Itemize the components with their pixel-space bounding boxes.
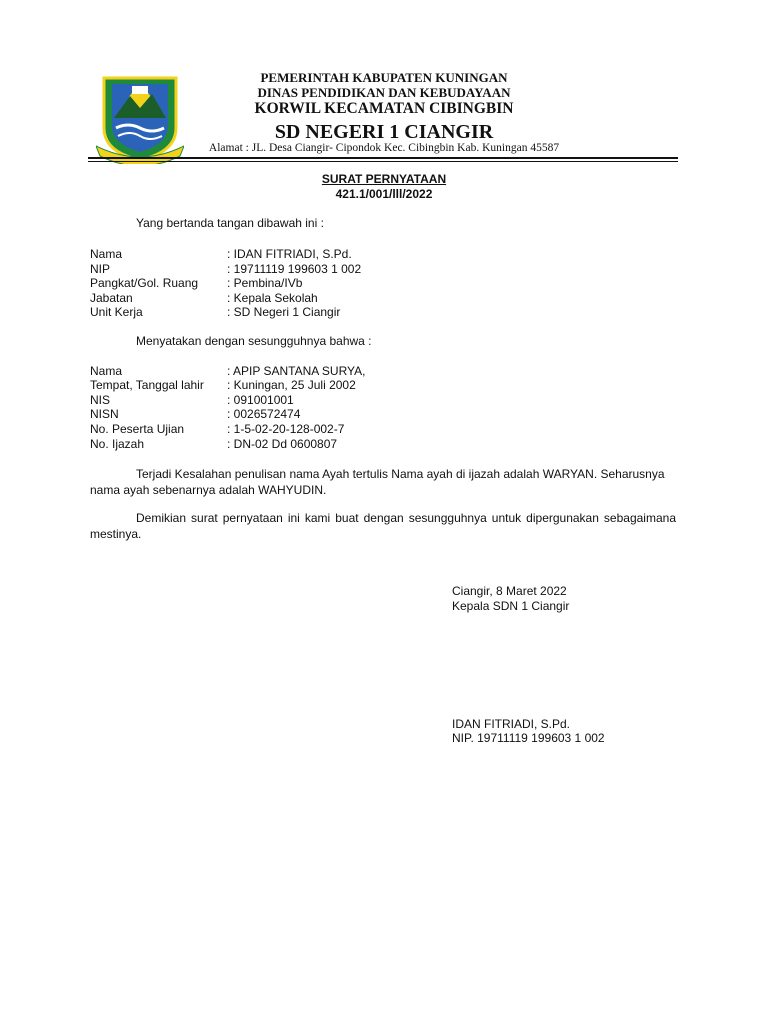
document-title-block [0,172,768,202]
header-divider-thin [88,161,678,162]
field-label: Nama [90,364,123,378]
document-number: 421.1/001/lll/2022 [335,187,433,201]
header-divider [88,157,678,159]
field-value: : Pembina/IVb [227,276,303,290]
field-value: : 1-5-02-20-128-002-7 [227,422,345,436]
letterhead-line-3: KORWIL KECAMATAN CIBINGBIN [254,100,514,117]
field-label: NIP [90,262,111,276]
signatory-nip: NIP. 19711119 199603 1 002 [452,731,605,745]
document-title: SURAT PERNYATAAN [321,172,447,186]
letterhead-line-2: DINAS PENDIDIKAN DAN KEBUDAYAAN [257,85,511,100]
school-name: SD NEGERI 1 CIANGIR [274,121,494,143]
letterhead-line-1: PEMERINTAH KABUPATEN KUNINGAN [260,70,508,85]
field-value: : 19711119 199603 1 002 [227,262,362,276]
field-value: : Kepala Sekolah [227,291,318,305]
field-value: : 0026572474 [227,407,301,421]
field-label: Tempat, Tanggal lahir [90,378,204,392]
field-value: : IDAN FITRIADI, S.Pd. [227,247,352,261]
field-label: Nama [90,247,123,261]
field-value: : SD Negeri 1 Ciangir [227,305,341,319]
closing-paragraph: Demikian surat pernyataan ini kami buat dengan sesungguhnya untuk dipergunakan sebagaimana mestinya. [90,511,676,541]
school-address: Alamat : JL. Desa Ciangir- Cipondok Kec. Cibingbin Kab. Kuningan 45587 [208,142,560,154]
field-value: : APIP SANTANA SURYA, [227,364,366,378]
statement-intro: Menyatakan dengan sesungguhnya bahwa : [136,334,372,348]
field-label: NISN [90,407,119,421]
field-label: Pangkat/Gol. Ruang [90,276,199,290]
field-value: : DN-02 Dd 0600807 [227,437,338,451]
field-label: Unit Kerja [90,305,143,319]
correction-paragraph: Terjadi Kesalahan penulisan nama Ayah tertulis Nama ayah di ijazah adalah WARYAN. Seharusnya nama ayah sebenarnya adalah WAHYUDIN. [90,467,665,497]
field-label: NIS [90,393,111,407]
intro-text: Yang bertanda tangan dibawah ini : [136,216,324,230]
field-value: : 091001001 [227,393,294,407]
field-label: No. Peserta Ujian [90,422,185,436]
letterhead [190,70,578,144]
signature-place-date: Ciangir, 8 Maret 2022 [452,584,567,598]
signatory-name: IDAN FITRIADI, S.Pd. [452,717,571,731]
field-label: No. Ijazah [90,437,145,451]
field-label: Jabatan [90,291,133,305]
signature-position: Kepala SDN 1 Ciangir [452,599,570,613]
field-value: : Kuningan, 25 Juli 2002 [227,378,356,392]
